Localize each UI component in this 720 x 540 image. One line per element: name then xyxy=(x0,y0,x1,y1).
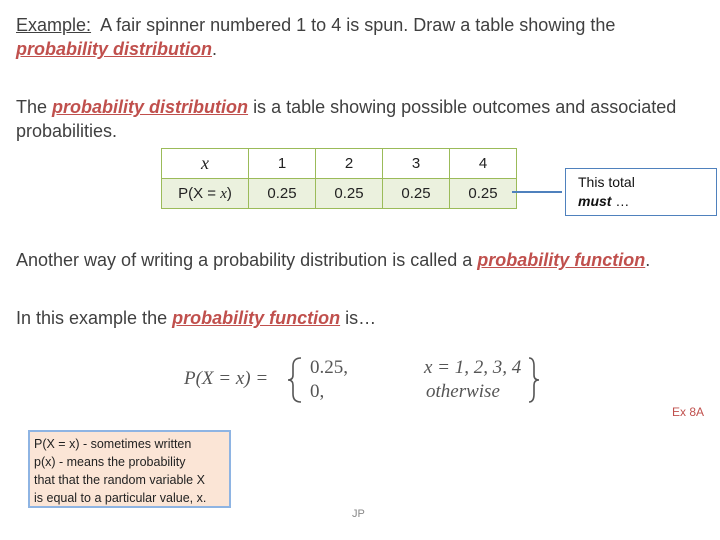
in-example-term: probability function xyxy=(172,308,341,328)
note-line2: must … xyxy=(578,193,630,209)
another-way-end: . xyxy=(645,250,651,270)
table-cell-outcome: 1 xyxy=(249,149,316,179)
left-brace-icon xyxy=(287,356,305,404)
example-end: . xyxy=(212,39,218,59)
definition-pre: The xyxy=(16,97,48,117)
example-heading xyxy=(16,14,615,37)
formula-case1-condition: x = 1, 2, 3, 4 xyxy=(424,357,522,378)
another-way-pre: Another way of writing a probability distribution is called a xyxy=(16,250,473,270)
probability-table xyxy=(161,148,517,209)
total-note-box xyxy=(565,168,717,216)
table-cell-outcome: 4 xyxy=(450,149,517,179)
info-line1: P(X = x) - sometimes written xyxy=(34,437,192,451)
another-way-text xyxy=(16,249,650,272)
definition-line2: probabilities. xyxy=(16,121,118,141)
table-row-probabilities xyxy=(162,179,517,209)
definition-post: is a table showing possible outcomes and associated xyxy=(253,97,677,117)
formula-case1-value: 0.25, xyxy=(310,357,348,378)
footer-initials: JP xyxy=(352,508,365,520)
table-cell-outcome: 2 xyxy=(316,149,383,179)
in-example-pre: In this example the xyxy=(16,308,168,328)
in-example-post: is… xyxy=(345,308,377,328)
definition-term: probability distribution xyxy=(52,97,249,117)
example-label: Example: xyxy=(16,15,92,35)
another-way-term: probability function xyxy=(477,250,646,270)
note-line1: This total xyxy=(578,174,635,190)
table-row-outcomes xyxy=(162,149,517,179)
example-term: probability distribution xyxy=(16,39,212,59)
table-cell-outcome: 3 xyxy=(383,149,450,179)
exercise-reference: Ex 8A xyxy=(672,405,705,419)
table-cell-probability: 0.25 xyxy=(383,179,450,209)
formula-lhs: P(X = x) = xyxy=(184,368,269,389)
arrow-connector xyxy=(512,191,562,193)
table-cell-probability: 0.25 xyxy=(316,179,383,209)
info-line3: that that the random variable X xyxy=(34,473,205,487)
table-cell-probability: 0.25 xyxy=(249,179,316,209)
example-text: A fair spinner numbered 1 to 4 is spun. Draw a table showing the xyxy=(100,15,616,35)
definition-line1 xyxy=(16,96,676,119)
formula-case2-condition: otherwise xyxy=(426,381,500,402)
table-cell-probability: 0.25 xyxy=(450,179,517,209)
right-brace-icon xyxy=(527,356,541,404)
in-example-text xyxy=(16,307,376,330)
table-header-x: x xyxy=(162,149,249,179)
formula-case2-value: 0, xyxy=(310,381,325,402)
info-line4: is equal to a particular value, x. xyxy=(34,491,207,505)
table-header-p: P(X = x) xyxy=(162,179,249,209)
notation-info-box xyxy=(28,430,231,508)
info-line2: p(x) - means the probability xyxy=(34,455,186,469)
example-heading-line2 xyxy=(16,38,217,61)
